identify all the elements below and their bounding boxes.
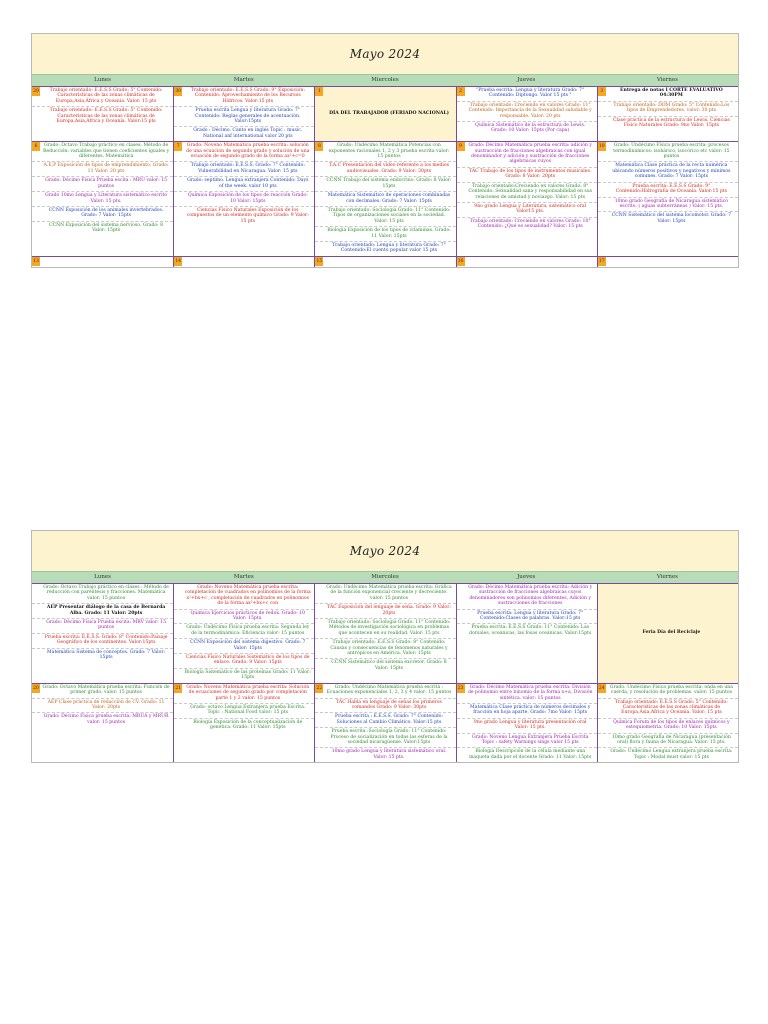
day-number: 21 bbox=[175, 685, 182, 691]
calendar-entry: Grado: Undécimo Matemática prueba escrita : Ecuaciones exponenciales 1, 2, 3 y 4 valor: 15 puntos bbox=[315, 684, 455, 699]
day-number: 6 bbox=[32, 142, 40, 151]
calendar-entry: TAC Trabajo de los tipos de instrumentos musicales. Grado: 8 Valor: 20pts bbox=[457, 168, 597, 183]
day-cell bbox=[597, 684, 738, 762]
day-number: 16 bbox=[457, 258, 464, 264]
calendar-entry: Entrega de notas I CORTE EVALUATIVO 04:30PM bbox=[598, 87, 738, 102]
calendar-entry: Prueba escrita: Lengua y literatura Grado: 7° Contenido:Clases de palabras. Valor:15 pts bbox=[457, 610, 597, 625]
calendar-entry: TAC Exposición del lenguaje de seña. Grado: 9 Valor: 20pts bbox=[315, 604, 455, 619]
weekday-label: Miercoles bbox=[371, 574, 399, 580]
weekday-label: Martes bbox=[233, 574, 254, 580]
calendar-entry: CCNN Sistemático del sistema excretor. Grado: 8 Valor: 15pts bbox=[331, 660, 447, 671]
day-number: 17 bbox=[598, 258, 605, 264]
weekday-label: Miercoles bbox=[371, 77, 399, 83]
calendar-entry: Biología Descripción de la célula mediante una maqueta dada por el docente Grado: 11 Valor: 15pts bbox=[469, 749, 592, 760]
weekday-label: Martes bbox=[233, 77, 254, 83]
day-cell bbox=[314, 257, 455, 267]
calendar-entry: Grado : Décimo. Canto en inglés Topic : music. National anf international valor 20 pts bbox=[193, 128, 303, 139]
day-cell bbox=[597, 142, 738, 256]
calendar-entry: Grado: Octavo Trabajo práctico en clases : Método de reducción con paréntesis y fracciones. Matemática valor: 15 puntos bbox=[32, 584, 173, 604]
calendar-entry: 9no grado Lengua y literatura presentación oral Valor: 15 pts. bbox=[457, 719, 597, 734]
calendar-entry: CCNN Trabajo del sistema endocrino. Grado: 8 Valor: 15pts bbox=[315, 177, 455, 192]
calendar-entry: Grado: septimo. Lengua extranjera Contenido: Days of the week. valor 10 pts bbox=[174, 177, 314, 192]
calendar-entry: Grado: octavo Lengua Extranjera prueba Escrita. Topic : National Food valor: 15 pts bbox=[174, 704, 314, 719]
calendar-entry: AEP Presentar diálogo de la casa de Bernarda Alba. Grado: 11 Valor: 20pts bbox=[32, 604, 173, 619]
day-cell bbox=[597, 257, 738, 267]
calendar-entry: Prueba escrita Lengua y literatura Grado: 7° Contenido: Reglas generales de acentuación. Valor:15pts bbox=[174, 107, 314, 127]
week-row-1 bbox=[32, 583, 738, 683]
calendar-page-2 bbox=[31, 530, 739, 763]
week-row-2 bbox=[32, 141, 738, 256]
calendar-entry: Matemática Sistemático de operaciones combinadas con decimales. Grado: 7 Valor: 15pts bbox=[315, 192, 455, 207]
calendar-entry: Grado: Undécimo Física prueba escrita: onda en una cuerda, y resolución de problemas. valor: 15 puntos bbox=[598, 684, 738, 699]
week-row-2 bbox=[32, 683, 738, 762]
calendar-entry: Grado: Décimo Matemática prueba escrita: adición y sustracción de fracciones algebraicas con igual denominador y adición y sustracción de fracciones algebraicas cuyos bbox=[457, 142, 597, 168]
calendar-entry: Matemática Sistema de conceptos. Grado: 7 Valor: 15pts bbox=[47, 649, 166, 661]
calendar-entry: T.A.C Presentación del vídeo referente a los medios audiovisuales. Grado: 9 Valor: 30pts bbox=[315, 162, 455, 177]
day-number: 10 bbox=[598, 144, 605, 150]
calendar-entry: CCNN Sistemático del sistema locomotor. Grado: 7 Valor: 15pts bbox=[611, 213, 732, 224]
calendar-entry: Grado: Décimo Física Prueba escita : MRU valor: 15 puntos bbox=[32, 177, 173, 192]
weekday-label: Viernes bbox=[656, 574, 678, 580]
calendar-entry: DÍA DEL TRABAJADOR (FERIADO NACIONAL) bbox=[329, 110, 449, 116]
weekday-label: Jueves bbox=[517, 574, 536, 580]
calendar-entry: Química Ejercicios prácticos de redox. Grado: 10 Valor: 15pts. bbox=[174, 610, 314, 625]
calendar-entry: Feria Día del Reciclaje bbox=[642, 630, 701, 636]
calendar-entry: Química Sistemático de la estructura de Lewis. Grado: 10 Valor: 15pts (Por capa) bbox=[475, 123, 586, 134]
day-number: 22 bbox=[316, 685, 323, 691]
weekday-label: Lunes bbox=[94, 77, 111, 83]
day-cell bbox=[456, 87, 597, 141]
calendar-entry: Grado: Décimo Matemática prueba escrita: División de polinomio entre binomio de la forma x+a, División sintética. valor: 15 puntos bbox=[457, 684, 597, 704]
calendar-entry: Biología Exposición de la conceptualización de genética. Grado: 11 Valor: 15pts bbox=[193, 719, 303, 731]
calendar-entry: TAC Habla en lenguaje de señas los primeros comandos Grado: 9 Valor: 30pts bbox=[315, 699, 455, 714]
day-number: 14 bbox=[175, 258, 182, 264]
calendar-entry: "Prueba escrita: Lengua y literatura Grado: 7° Contenido: Diptongo. Valor 15 pts " bbox=[457, 87, 597, 102]
calendar-entry: Prueba escrita :Sociología Grado: 11° Contenido: Proceso de socialización en todas las esferas de la sociedad nicaragüense. Valor:15pts bbox=[315, 728, 455, 748]
page-title: Mayo 2024 bbox=[32, 531, 738, 571]
calendar-entry: 10mo grado Lengua y literatura sistemático oral. Valor: 15 pts. bbox=[331, 749, 447, 760]
day-cell bbox=[597, 87, 738, 141]
calendar-entry: Trabajo orientado: E.E.S.S Grado: 5° Contenido: Características de las zonas climáticas de Europa,Asia,África y Oceanía. Valor: 15 pts bbox=[32, 87, 173, 107]
calendar-entry: Grado: Undécimo Matemática Potencias con exponentes racionales 1, 2 y 3 prueba escrita valor: 15 puntos bbox=[315, 142, 455, 162]
calendar-entry: Grado: Noveno Matemática prueba escrita: Solución de ecuaciones de segundo grado por completación parte 1 y 2 valor: 15 puntos bbox=[174, 684, 314, 704]
day-number: 15 bbox=[316, 258, 323, 264]
calendar-entry: Biología Sistemático de las proteínas Grado: 11 Valor: 15pts bbox=[184, 669, 311, 681]
calendar-entry: Grado: Décimo Física prueba escrita: MRUA y MRUR valor: 15 puntos bbox=[43, 714, 169, 725]
calendar-entry: Trabajo orientado: Lengua y literatura Grado: 7° Contenido:El cuento popular valor 15 pts bbox=[332, 242, 446, 254]
calendar-entry: Química Forum de los tipos de enlaces químicos y estequiometría. Grado: 10 Valor: 15pts bbox=[598, 719, 738, 734]
day-number: 24 bbox=[598, 685, 605, 691]
day-cell bbox=[597, 584, 738, 683]
day-cell bbox=[32, 257, 173, 267]
calendar-entry: Biología Exposición de los tipos de vitaminas. Grado: 11 Valor: 15pts bbox=[315, 227, 455, 242]
calendar-entry: Grado: Noveno Lengua Extranjera Prueba Escrita Topic : safety Warnings sings valor 15 pts bbox=[457, 734, 597, 749]
calendar-entry: Trabajo orientado: DDM Grado: 5° Contenido:Los tipos de Emprendedores. valor: 30 pts bbox=[598, 102, 738, 117]
calendar-entry: Trabajo orientado: E.E.S.S Grado: 9° Exposición: Contenido: Aprovechamiento de los Recursos Hídricos. Valor:15 pts bbox=[174, 87, 314, 107]
calendar-entry: Grado: Noveno Matemática prueba escrita: completación de cuadrados en polinomios de la forma x²+bx+c , completación de cuadrados en polinomios de la forma ax²+bx+c con bbox=[174, 584, 314, 610]
calendar-entry: Prueba escrita: E.E.S.S Grado: 11° Contenido: Las dorsales, oceánicas, las fosas oceánicas. Valor:15pts bbox=[469, 625, 592, 636]
day-cell bbox=[32, 684, 173, 762]
calendar-entry: Trabajo orientado: Sociología Grado: 11° Contenido: Métodos de investigación sociológica en problemas que acontecen en su realidad. Valor: 15 pts bbox=[315, 619, 455, 639]
weekday-header bbox=[32, 571, 738, 583]
day-number: 13 bbox=[33, 258, 39, 264]
calendar-entry: AEP Clase práctica de redacción de CV. Grado: 11 Valor: 20pts bbox=[32, 699, 173, 714]
page-title: Mayo 2024 bbox=[32, 34, 738, 74]
day-cell bbox=[173, 142, 314, 256]
calendar-entry: Grado: Undécimo Matemática prueba escrita: Gráfica de la función exponencial creciente y decreciente. valor: 15 puntos bbox=[315, 584, 455, 604]
calendar-entry: 10mo grado Geografía de Nicaragua sistemático escrito. ( aguas subterráneas ) Valor: 15 pts. bbox=[598, 198, 738, 213]
calendar-entry: Grado: Undécimo Lengua extranjera prueba escrita. Topic : Modal must valor: 15 pts bbox=[610, 749, 733, 760]
day-cell bbox=[314, 684, 455, 762]
calendar-entry: Ciencias Físico Naturales Exposición de los compuestos de un elemento químico Grado: 9 Valor: 15 pts bbox=[186, 207, 309, 224]
week-row-1 bbox=[32, 86, 738, 141]
day-cell bbox=[173, 257, 314, 267]
weekday-label: Jueves bbox=[517, 77, 536, 83]
calendar-entry: Grado: Undécimo Física prueba escrita: Segunda ley de la termodinámica: Eficiencia valor: 15 puntos bbox=[174, 624, 314, 639]
calendar-entry: Ciencias Físico Naturales Sistemático de los tipos de enlace. Grado: 9 Valor: 15pts bbox=[174, 654, 314, 669]
calendar-entry: 9no grado Lengua y Literatura, sistemático oral Valor15 pts. bbox=[457, 203, 597, 218]
calendar-entry: Trabajo orientado:Creciendo en valores Grado: 8° Contenido: Sexualidad sana y responsabilidad en sus relaciones de amistad y noviazgo. Valor: 15 pts bbox=[457, 183, 597, 203]
day-number: 30 bbox=[175, 89, 182, 94]
calendar-entry: Trabajo orientado: E.E.S.S Grado: 5° Contenido: Características de las zonas climáticas de Europa,Asia,Africa y Oceanía. Valor:15 pts bbox=[49, 108, 163, 125]
weekday-label: Viernes bbox=[656, 77, 678, 83]
calendar-entry: Prueba escrita : E.E.S.S. Grado: 7° Contenido: Soluciones al Cambio Climático. Valor:15 pts bbox=[315, 713, 455, 728]
day-cell bbox=[32, 142, 173, 256]
calendar-entry: Matemática Clase práctica de números decimales y fracción en hoja aparte. Grado: 7mo Valor: 15pts bbox=[457, 704, 597, 719]
calendar-entry: 10mo grado Geografía de Nicaragua (presentación oral) flora y fauna de Nicaragua. Valor: 15 pts. bbox=[598, 734, 738, 749]
calendar-entry: Grado: Octavo Matemática prueba escrita: Función de primer grado. valor: 15 puntos bbox=[32, 684, 173, 699]
calendar-entry: CCNN Exposición de los animales invertebrados. Grado: 7 Valor: 15pts bbox=[32, 207, 173, 222]
day-number: 29 bbox=[33, 89, 39, 94]
day-number: 7 bbox=[174, 142, 182, 151]
day-number: 1 bbox=[315, 87, 323, 96]
weekday-header bbox=[32, 74, 738, 86]
calendar-entry: Grado: Octavo Trabajo práctico en clases: Método de Reducción: variables que tienen coeficientes iguales y diferentes. Matemática bbox=[32, 142, 173, 162]
calendar-entry: A.E.P Exposición de tipos de emprendimiento. Grado: 11 Valor: 20 pts bbox=[32, 162, 173, 177]
day-number: 23 bbox=[457, 685, 464, 691]
day-number: 9 bbox=[457, 142, 465, 151]
day-cell bbox=[314, 142, 455, 256]
day-number: 8 bbox=[315, 142, 323, 151]
calendar-entry: Grado: Décimo Matemática prueba escrita: Adición y sustracción de fracciones algebraicas cuyos denominadores son polinomios diferentes, Adición y sustracciones de fracciones bbox=[457, 584, 597, 610]
day-number: 2 bbox=[457, 87, 465, 96]
day-cell bbox=[32, 584, 173, 683]
calendar-entry: Grado 10mo Lengua y Literatura sistemático escrito Valor: 15 pts. bbox=[32, 192, 173, 207]
day-cell bbox=[173, 87, 314, 141]
calendar-entry: Trabajo orientado: E.E.S.S Grado: 8° Contenido: Causas y consecuencias de fenómenos naturales y antrópicos en América. Valor: 15pts bbox=[315, 639, 455, 659]
day-number: 20 bbox=[33, 685, 39, 691]
calendar-page-1 bbox=[31, 33, 739, 268]
day-cell bbox=[32, 87, 173, 141]
calendar-entry: Clase práctica de la estructura de Lewis. Ciencias Físico Naturales Grado: 9no Valor: 15pts bbox=[612, 117, 730, 129]
day-number: 3 bbox=[598, 87, 606, 96]
day-cell bbox=[173, 584, 314, 683]
day-cell bbox=[456, 142, 597, 256]
calendar-entry: Matemática Clase práctica de la recta numérica ubicando números positivos y negativos y mínimos comunes. Grado: 7 Valor: 15pts bbox=[598, 162, 738, 182]
calendar-entry: Prueba escrita: E.E.S.S. Grado: 8° Contenido:Paisaje Geográfico de los continentes. Valor:15pts bbox=[32, 634, 173, 649]
weekday-label: Lunes bbox=[94, 574, 111, 580]
calendar-entry: CCNN Exposición del sistema digestivo. Grado: 7 Valor: 15pts bbox=[174, 639, 314, 654]
week-row-3 bbox=[32, 256, 738, 267]
calendar-entry: Grado: Noveno Matemática prueba escrita: solución de una ecuación de segundo grado y solución de una ecuación de segundo grado de la forma ax²+c=0 bbox=[174, 142, 314, 162]
calendar-entry: Trabajo orientado: Creciendo en valores Grado: 11° Contenido: Importancia de la Sexualidad saludable y responsable. Valor: 20 pts bbox=[457, 102, 597, 122]
calendar-entry: CCNN Exposición del sistema nervioso. Grado: 8 Valor: 15pts bbox=[49, 222, 164, 234]
day-cell bbox=[456, 684, 597, 762]
day-cell bbox=[173, 684, 314, 762]
day-cell bbox=[314, 87, 455, 141]
calendar-entry: Trabajo orientado: E.E.S.S. Grado: 7° Contenido: Vulnerabilidad en Nicaragua. Valor: 15 pts bbox=[174, 162, 314, 177]
day-cell bbox=[314, 584, 455, 683]
calendar-entry: Grado: Décimo Física Prueba escita: MRV valor: 15 puntos bbox=[32, 619, 173, 634]
calendar-entry: Trabajo orientado: E.E.S.S Grado: 5° Contenido: Características de las zonas climáticas de Europa,Asia,Africa y Oceanía. Valor: 15 pts bbox=[598, 699, 738, 719]
calendar-entry: Grado: Undécimo Física prueba escrita: procesos termodinámicos: isobárico, isocórico etc valor: 15 puntos bbox=[598, 142, 738, 162]
calendar-entry: Química Exposición de los tipos de reacción Grado: 10 Valor: 15pts bbox=[174, 192, 314, 207]
day-cell bbox=[456, 257, 597, 267]
calendar-entry: Trabajo orientado: Creciendo en valores Grado: 10° Contenido: ¿Qué es sexualidad? Valor: 15 pts bbox=[469, 218, 591, 230]
day-cell bbox=[456, 584, 597, 683]
calendar-entry: Prueba escrita: E.E.S.S Grado: 9° Contenido:Hidrografía de Oceanía. Valor:15 pts bbox=[598, 183, 738, 198]
calendar-entry: Trabajo orientado: Sociología Grado: 11° Contenido: Tipos de organizaciones sociales en la sociedad. Valor: 15 pts bbox=[315, 207, 455, 227]
